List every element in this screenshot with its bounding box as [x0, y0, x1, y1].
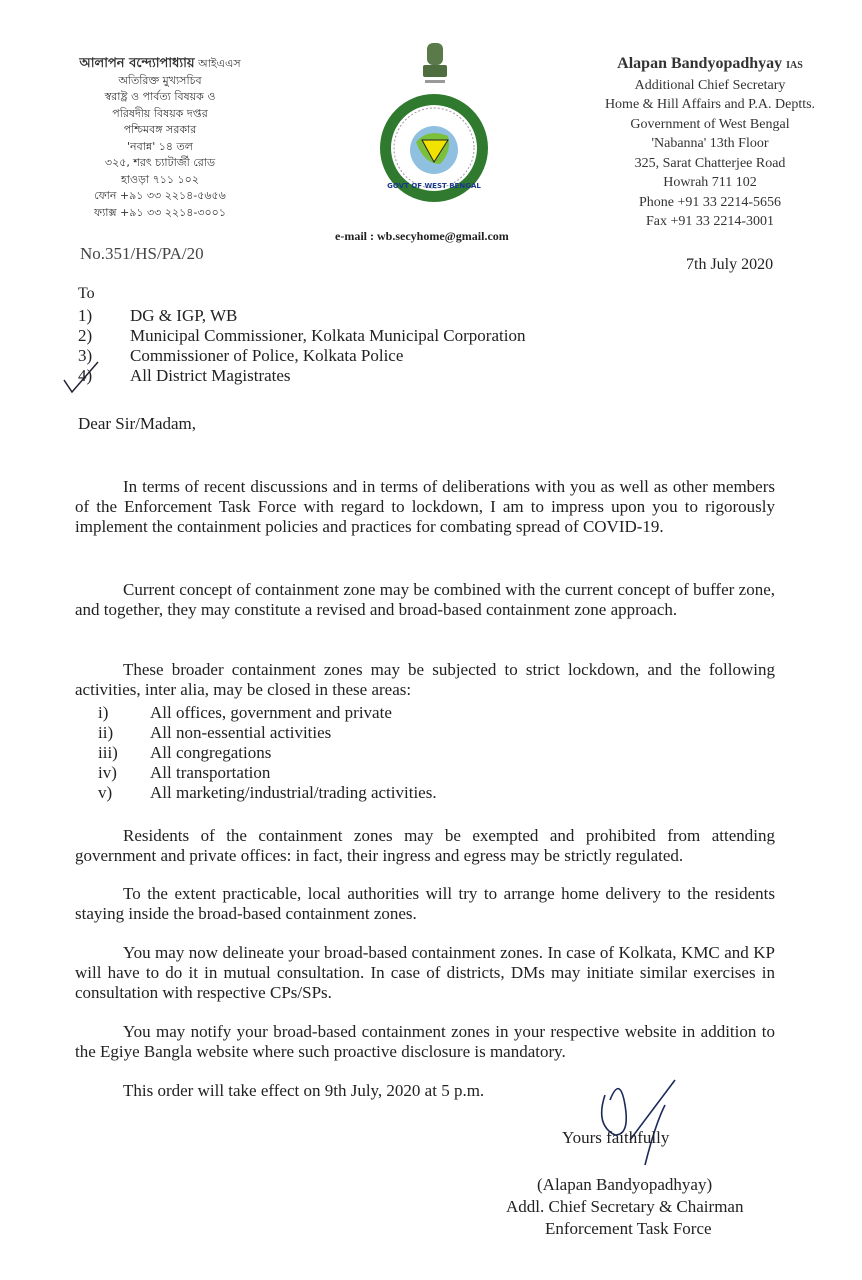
letterhead-line: Fax +91 33 2214-3001 — [645, 214, 775, 229]
activity-item: ii) All non-essential activities — [98, 723, 332, 742]
closing: Yours faithfully — [562, 1128, 670, 1147]
letterhead-line: Phone +91 33 2214-5656 — [638, 194, 782, 210]
bengali-name: আলাপন বন্দ্যোপাধ্যায় — [79, 56, 195, 71]
english-letterhead — [590, 54, 830, 232]
recipient-list — [78, 306, 525, 386]
officer-name: Alapan Bandyopadhyay — [617, 55, 783, 72]
letterhead-line: 'Nabanna' 13th Floor — [651, 136, 769, 151]
recipient-item: 4) All District Magistrates — [78, 366, 291, 385]
letter-date: 7th July 2020 — [686, 256, 774, 273]
signatory-name: (Alapan Bandyopadhyay) — [537, 1175, 713, 1194]
letterhead-line: Howrah 711 102 — [663, 175, 757, 190]
bengali-line: ফোন +৯১ ৩৩ ২২১৪-৫৬৫৬ — [94, 189, 226, 202]
bengali-line: 'নবান্ন' ১৪ তল — [127, 139, 193, 153]
paragraph: To the extent practicable, local authorities will try to arrange home delivery to the residents staying inside the broad-based containment zones. — [75, 884, 775, 923]
activity-item: iii) All congregations — [98, 743, 272, 762]
letterhead-line: Additional Chief Secretary — [634, 77, 786, 93]
paragraph: In terms of recent discussions and in terms of deliberations with you as well as other members of the Enforcement Task Force with regard to lockdown, I am to impress upon you to rigorously implement the containment policies and practices for combating spread of COVID-19. — [75, 477, 775, 536]
activity-list — [98, 703, 437, 803]
bengali-line: অতিরিক্ত মুখ্যসচিব — [118, 73, 202, 87]
handwritten-signature-icon — [585, 1065, 685, 1175]
west-bengal-seal-icon — [378, 92, 490, 204]
officer-suffix: IAS — [786, 60, 803, 71]
ashoka-emblem-icon — [415, 38, 455, 88]
letterhead-line: Home & Hill Affairs and P.A. Deptts. — [604, 97, 816, 112]
paragraph: These broader containment zones may be subjected to strict lockdown, and the following activities, inter alia, may be closed in these areas: — [75, 660, 775, 699]
paragraph: You may now delineate your broad-based containment zones. In case of Kolkata, KMC and KP will have to do it in mutual consultation. In case of districts, DMs may initiate similar exercises in consultation with respective CPs/SPs. — [75, 943, 775, 1002]
signatory-organization: Enforcement Task Force — [545, 1219, 712, 1238]
bengali-line: ফ্যাক্স +৯১ ৩৩ ২২১৪-৩০০১ — [94, 205, 226, 219]
activity-item: v) All marketing/industrial/trading activities. — [98, 783, 437, 802]
paragraph: Current concept of containment zone may be combined with the current concept of buffer zone, and together, they may constitute a revised and broad-based containment zone approach. — [75, 580, 775, 619]
bengali-line: হাওড়া ৭১১ ১০২ — [121, 172, 199, 186]
email-address: e-mail : wb.secyhome@gmail.com — [335, 229, 509, 243]
bengali-line: পরিষদীয় বিষয়ক দপ্তর — [112, 106, 208, 120]
seal-text: GOVT OF WEST BENGAL — [387, 182, 481, 190]
paragraph: This order will take effect on 9th July, 2020 at 5 p.m. — [123, 1081, 485, 1100]
recipient-item: 3) Commissioner of Police, Kolkata Police — [78, 346, 404, 365]
bengali-suffix: আইএএস — [198, 57, 241, 70]
reference-number: No.351/HS/PA/20 — [80, 244, 204, 263]
bengali-line: পশ্চিমবঙ্গ সরকার — [123, 123, 197, 136]
activity-item: i) All offices, government and private — [98, 703, 392, 722]
to-label: To — [78, 285, 95, 302]
paragraph: Residents of the containment zones may be exempted and prohibited from attending government and private offices: in fact, their ingress and egress may be strictly regulated. — [75, 826, 775, 865]
bengali-line: ৩২৫, শরৎ চ্যাটার্জী রোড — [104, 156, 216, 169]
signatory-title: Addl. Chief Secretary & Chairman — [506, 1197, 744, 1216]
recipient-item: 2) Municipal Commissioner, Kolkata Municipal Corporation — [78, 326, 526, 345]
tick-mark-icon — [62, 360, 102, 396]
bengali-letterhead — [45, 56, 275, 221]
activity-item: iv) All transportation — [98, 763, 271, 782]
letterhead-line: 325, Sarat Chatterjee Road — [634, 155, 786, 171]
paragraph: You may notify your broad-based containment zones in your respective website in addition to the Egiye Bangla website where such proactive disclosure is mandatory. — [75, 1022, 775, 1061]
letterhead-line: Government of West Bengal — [630, 116, 790, 132]
recipient-item: 1) DG & IGP, WB — [78, 306, 238, 325]
bengali-line: স্বরাষ্ট্র ও পার্বত্য বিষয়ক ও — [104, 90, 216, 103]
salutation: Dear Sir/Madam, — [78, 414, 197, 433]
